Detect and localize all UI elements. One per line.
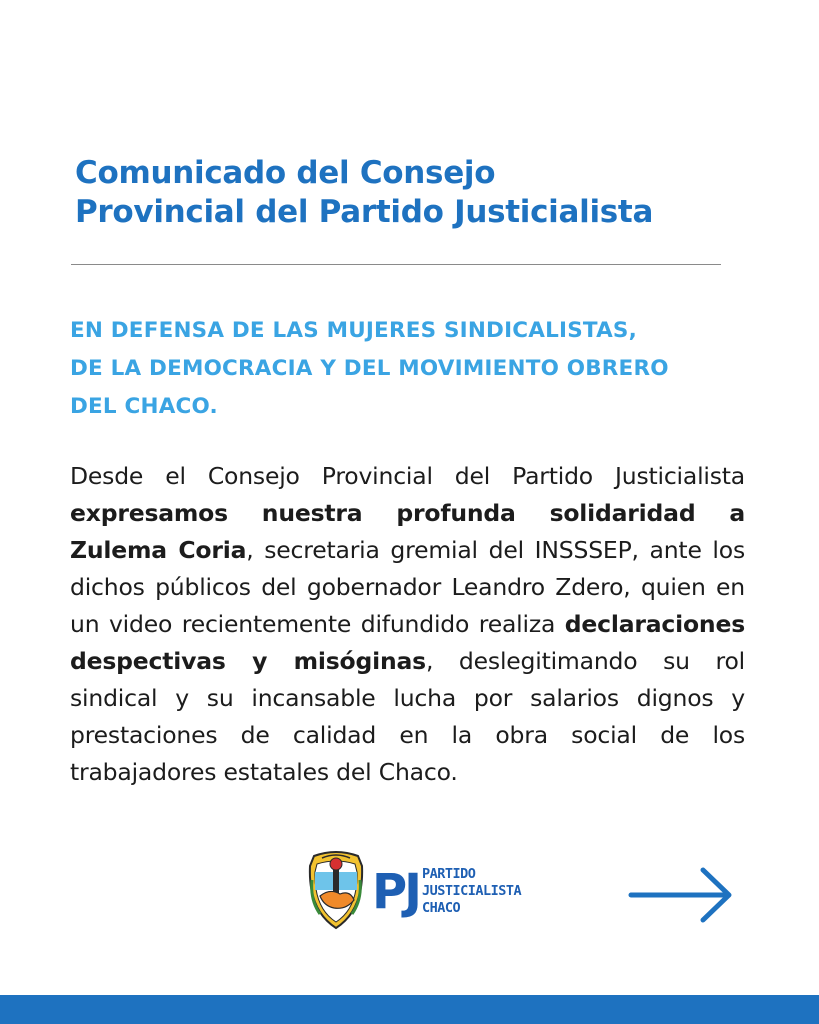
logo-text-line-1: PARTIDO	[422, 866, 476, 882]
body-bold-declarations: declaraciones despectivas y misóginas	[70, 610, 745, 675]
page-title	[75, 154, 775, 232]
subtitle-line-2: DE LA DEMOCRACIA Y DEL MOVIMIENTO OBRERO	[70, 356, 669, 381]
subtitle	[70, 312, 760, 426]
title-line-2: Provincial del Partido Justicialista	[75, 194, 654, 230]
logo-text	[422, 866, 521, 917]
body-part-1: Desde el Consejo Provincial del Partido Justicialista	[70, 462, 745, 490]
title-line-1: Comunicado del Consejo	[75, 155, 496, 191]
body-part-5: , deslegitimando su rol sindical y su incansable lucha por salarios dignos y prestaciones de calidad en la obra social de los trabajadores estatales del Chaco.	[70, 647, 745, 786]
peronist-shield-icon	[306, 850, 366, 930]
arrow-right-icon[interactable]	[627, 866, 735, 924]
body-bold-solidarity: expresamos nuestra profunda solidaridad a Zulema Coria	[70, 499, 745, 564]
subtitle-line-1: EN DEFENSA DE LAS MUJERES SINDICALISTAS,	[70, 318, 637, 343]
logo-initials: PJ	[372, 864, 420, 920]
bottom-bar	[0, 995, 819, 1024]
logo-text-line-3: CHACO	[422, 900, 461, 916]
pj-chaco-logo	[306, 850, 526, 935]
title-divider	[71, 264, 721, 265]
body-part-3: , secretaria gremial del INSSSEP, ante los dichos públicos del gobernador Leandro Zdero, quien en un video recientemente difundido realiza	[70, 536, 745, 638]
statement-body	[70, 458, 745, 791]
subtitle-line-3: DEL CHACO.	[70, 394, 218, 419]
logo-text-line-2: JUSTICIALISTA	[422, 883, 522, 899]
